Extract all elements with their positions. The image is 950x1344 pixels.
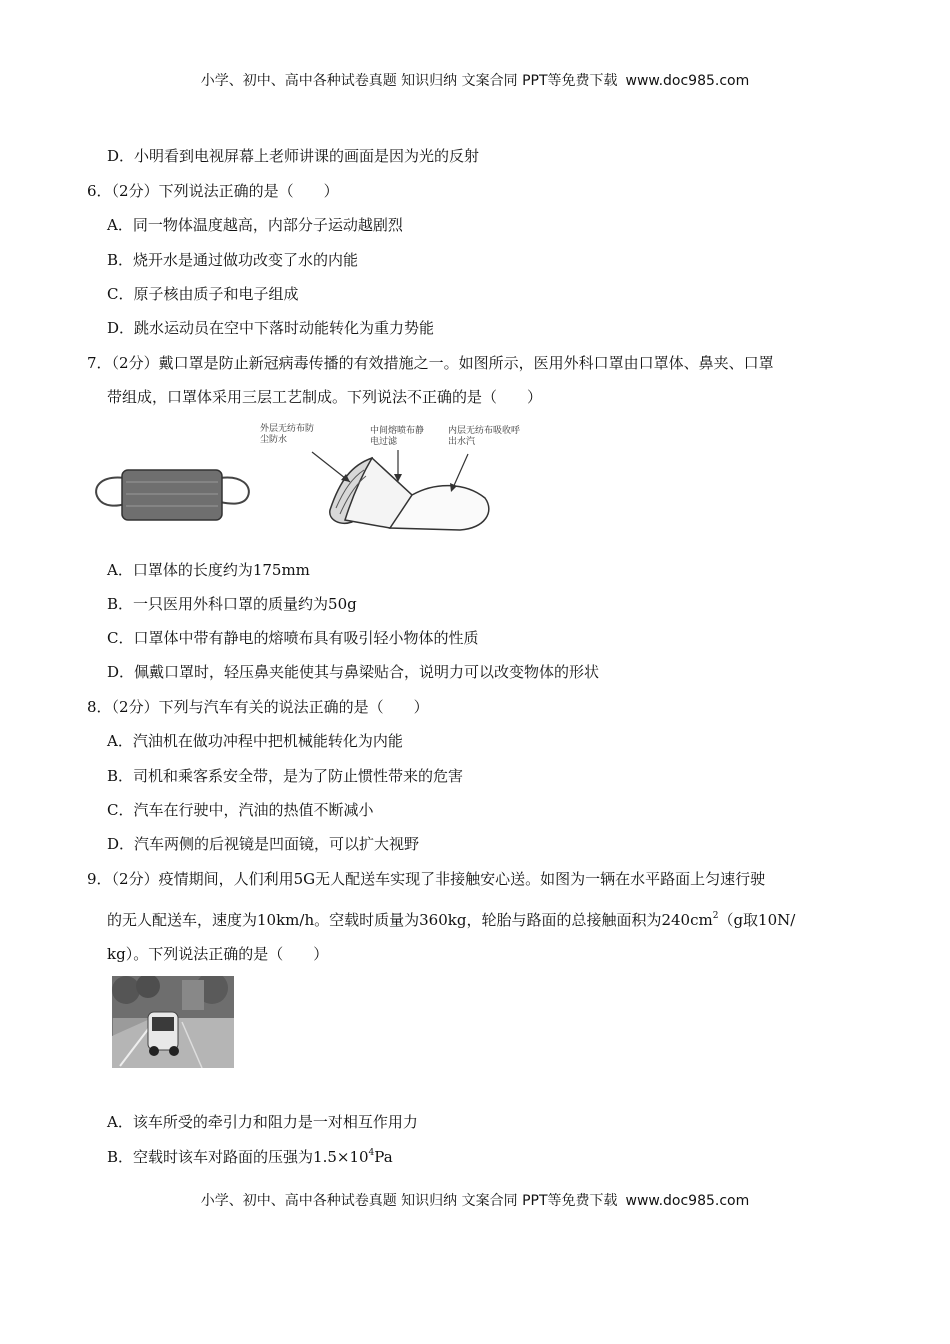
q9-stem-line2-main: 的无人配送车，速度为10km/h。空载时质量为360kg，轮胎与路面的总接触面积为240cm [107,911,713,929]
q8-stem: 8．（2分）下列与汽车有关的说法正确的是（ ） [87,698,429,716]
q6-option-d: D．跳水运动员在空中下落时动能转化为重力势能 [107,319,435,337]
q9-option-b-main: B．空载时该车对路面的压强为1.5×10 [107,1148,369,1166]
q6-stem: 6．（2分）下列说法正确的是（ ） [87,182,339,200]
q7-stem-line2: 带组成，口罩体采用三层工艺制成。下列说法不正确的是（ ） [107,388,543,406]
mask-front-drawing [96,470,249,520]
footer-text: 小学、初中、高中各种试卷真题 知识归纳 文案合同 PPT等免费下载 [200,1193,618,1209]
q8-option-d: D．汽车两侧的后视镜是凹面镜，可以扩大视野 [107,835,420,853]
mask-layers-drawing [312,450,489,530]
q6-option-a: A．同一物体温度越高，内部分子运动越剧烈 [107,216,403,234]
q9-option-b-exponent: 4 [368,1148,375,1158]
q7-option-a: A．口罩体的长度约为175mm [107,561,310,579]
q9-option-b [107,1147,393,1167]
header-url: www.doc985.com [625,73,750,89]
page-footer [0,1190,950,1210]
q8-option-a: A．汽油机在做功冲程中把机械能转化为内能 [107,732,403,750]
q9-option-a: A．该车所受的牵引力和阻力是一对相互作用力 [107,1113,418,1131]
q6-option-b: B．烧开水是通过做功改变了水的内能 [107,251,359,269]
page-header [0,70,950,90]
footer-url: www.doc985.com [625,1193,750,1209]
fig-label-outer-layer: 外层无纺布防尘防水 [260,424,315,445]
q7-option-d: D．佩戴口罩时，轻压鼻夹能使其与鼻梁贴合，说明力可以改变物体的形状 [107,663,600,681]
fig-label-inner-layer: 内层无纺布吸收呼出水汽 [448,426,521,447]
q9-stem-line2-tail: （g取10N/ [718,911,796,929]
header-text: 小学、初中、高中各种试卷真题 知识归纳 文案合同 PPT等免费下载 [200,73,618,89]
delivery-vehicle-photo [112,976,234,1068]
q9-unit-superscript: 2 [712,911,719,921]
q5-option-d: D．小明看到电视屏幕上老师讲课的画面是因为光的反射 [107,147,480,165]
q6-option-c: C．原子核由质子和电子组成 [107,285,299,303]
q7-option-b: B．一只医用外科口罩的质量约为50g [107,595,357,613]
q9-stem-line3: kg）。下列说法正确的是（ ） [107,945,329,963]
fig-label-middle-layer: 中间熔喷布静电过滤 [370,426,425,447]
q9-stem-line2 [107,910,795,930]
q8-option-c: C．汽车在行驶中，汽油的热值不断减小 [107,801,374,819]
q7-option-c: C．口罩体中带有静电的熔喷布具有吸引轻小物体的性质 [107,629,479,647]
q9-option-b-unit: Pa [374,1148,393,1166]
q7-stem-line1: 7．（2分）戴口罩是防止新冠病毒传播的有效措施之一。如图所示，医用外科口罩由口罩体、鼻夹、口罩 [87,354,774,372]
q8-option-b: B．司机和乘客系安全带，是为了防止惯性带来的危害 [107,767,464,785]
q9-stem-line1: 9．（2分）疫情期间，人们利用5G无人配送车实现了非接触安心送。如图为一辆在水平路面上匀速行驶 [87,870,766,888]
